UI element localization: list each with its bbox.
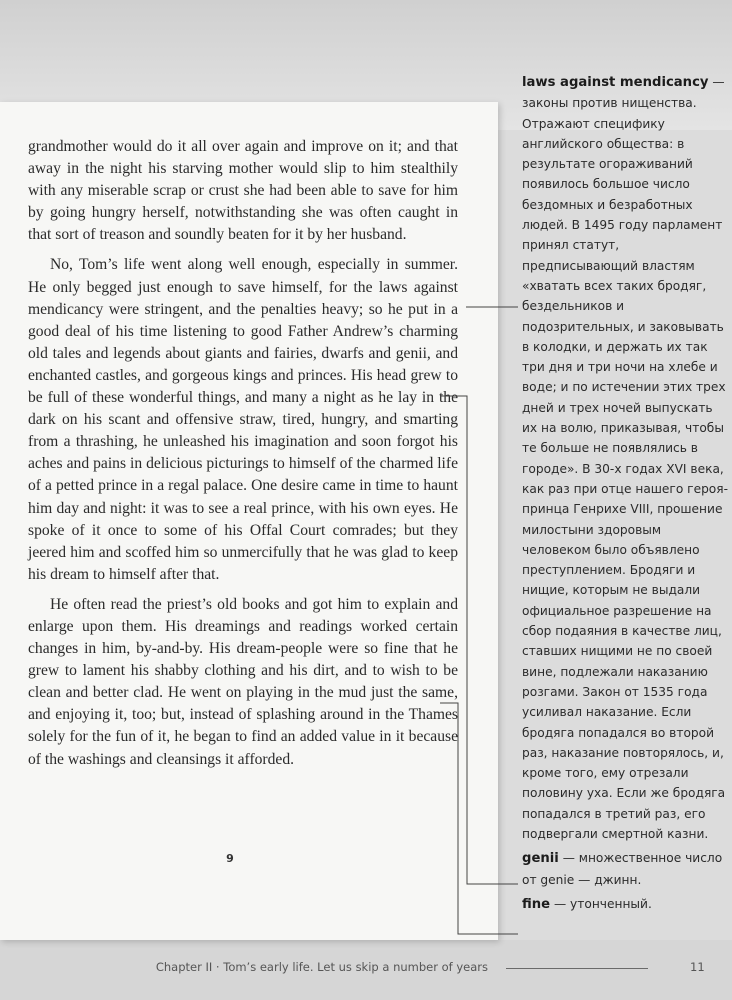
page-footer bbox=[0, 958, 732, 980]
paragraph-3: He often read the priest’s old books and got him to explain and enlarge upon them. His dreamings and readings worked certain changes in him, by-and-by. His dream-people were so fine that he grew to lament his shabby clothing and his dirt, and to wish to be clean and better clad. He went on playing in the mud just the same, and enjoying it, too; but, instead of splashing around in the Thames solely for the fun of it, he began to find an added value in it because of the washings and cleansings it afforded. bbox=[28, 595, 458, 768]
gloss-definition: — утонченный. bbox=[550, 896, 652, 911]
book-page-number: 9 bbox=[226, 852, 234, 865]
gloss-entry-mendicancy bbox=[522, 72, 730, 844]
gloss-term: genii bbox=[522, 851, 559, 867]
gloss-definition: — законы против нищенства. Отражают специфику английского общества: в результате огораживаний появилось большое число бездомных и безработных людей. В 1495 году парламент принял статут, предписывающий властям «хватать всех таких бродяг, бездельников и подозрительных, и заковывать в колодки, и держать их так три дня и три ночи на хлебе и воде; и по истечении этих трех дней и трех ночей выпускать их на волю, приказывая, чтобы те больше не появлялись в городе». В 30-х годах XVI века, как раз при отце нашего героя-принца Генрихе VIII, прошение милостыни здоровым человеком было объявлено преступлением. Бродяги и нищие, которым не выдали официальное разрешение на сбор подаяния в качестве лиц, ставших нищими не по своей вине, подлежали наказанию розгами. Закон от 1535 года усиливал наказание. Если бродяга попадался во второй раз, наказание повторялось, и, кроме того, ему отрезали половину уха. Если же бродяга попадался в третий раз, его подвергали смертной казни. bbox=[522, 75, 728, 841]
gloss-definition: — множественное число от genie — джинн. bbox=[522, 851, 723, 887]
gloss-entry-fine bbox=[522, 894, 730, 915]
footer-rule bbox=[506, 968, 648, 969]
footer-page-number: 11 bbox=[690, 960, 705, 974]
gloss-term: laws against mendicancy bbox=[522, 75, 709, 90]
paragraph-1: grandmother would do it all over again and improve on it; and that away in the night his starving mother would slip to him stealthily with any miserable scrap or crust she had been able to save for him by going hungry herself, notwithstanding she was often caught in that sort of treason and soundly beaten for it by her husband. bbox=[28, 138, 458, 244]
book-text bbox=[28, 136, 458, 771]
chapter-title: Chapter II · Tom’s early life. Let us skip a number of years bbox=[155, 960, 488, 974]
glossary bbox=[522, 72, 730, 919]
paragraph-2: No, Tom’s life went along well enough, especially in summer. He only begged just enough to save himself, for the laws against mendicancy were stringent, and the penalties heavy; so he put in a good deal of his time listening to good Father Andrew’s charming old tales and legends about giants and fairies, dwarfs and genii, and enchanted castles, and gorgeous kings and princes. His head grew to be full of these wonderful things, and many a night as he lay in the dark on his scant and offensive straw, tired, hungry, and smarting from a thrashing, he unleashed his imagination and soon forgot his aches and pains in delicious picturings to himself of the charmed life of a petted prince in a regal palace. One desire came in time to haunt him day and night: it was to see a real prince, with his own eyes. He spoke of it once to some of his Offal Court comrades; but they jeered him and scoffed him so unmercifully that he was glad to keep his dream to himself after that. bbox=[28, 256, 458, 583]
gloss-entry-genii bbox=[522, 848, 730, 890]
gloss-term: fine bbox=[522, 896, 551, 912]
